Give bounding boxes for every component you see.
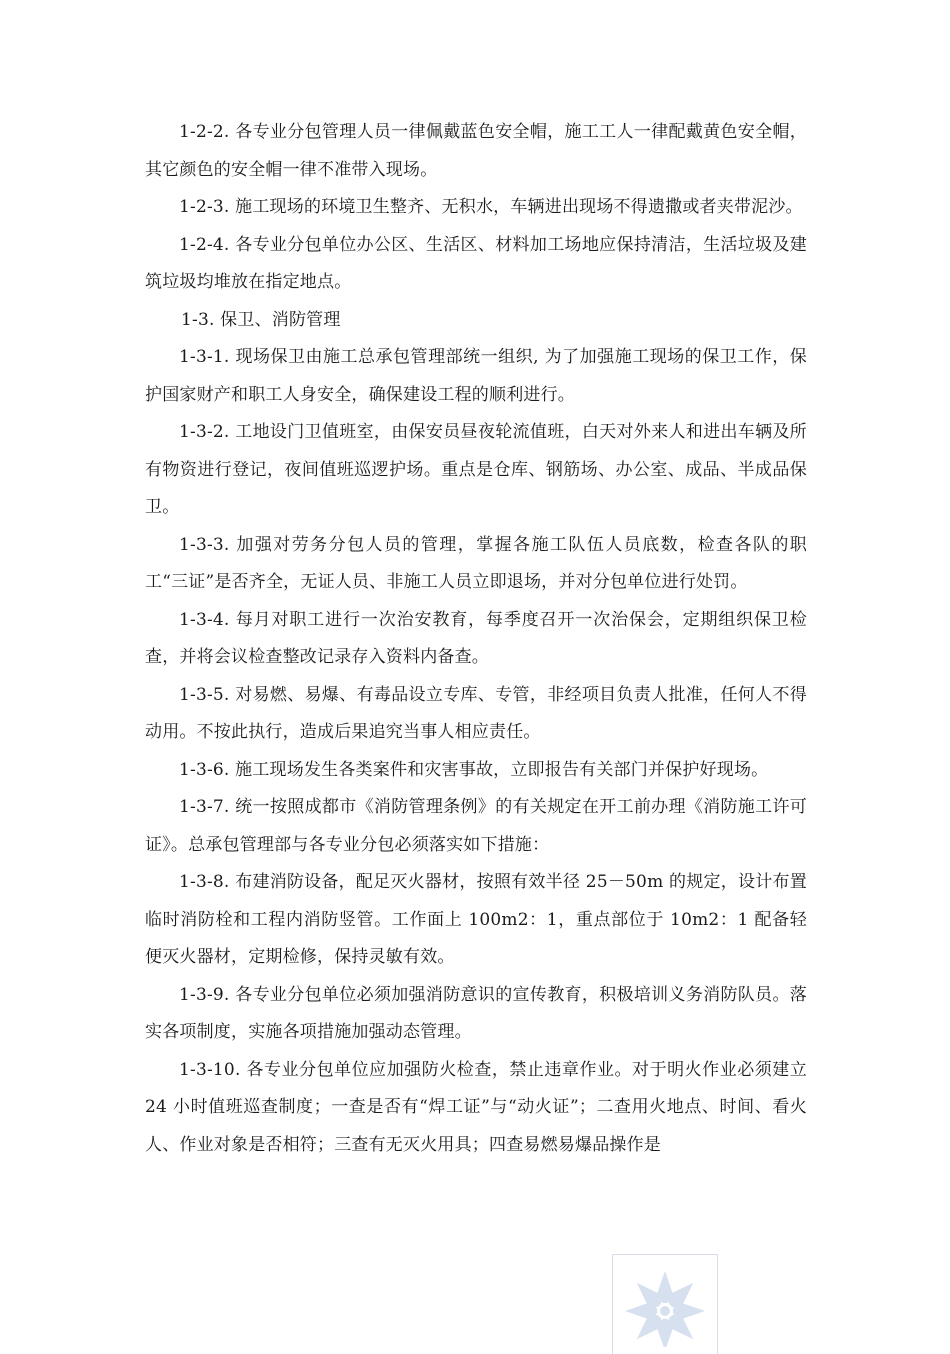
paragraph-1-3-7: 1-3-7. 统一按照成都市《消防管理条例》的有关规定在开工前办理《消防施工许可证》。总承包管理部与各专业分包必须落实如下措施： xyxy=(145,797,807,855)
paragraph-1-3-5: 1-3-5. 对易燃、易爆、有毒品设立专库、专管，非经项目负责人批准，任何人不得动用。不按此执行，造成后果追究当事人相应责任。 xyxy=(145,684,807,742)
paragraph-1-2-2: 1-2-2. 各专业分包管理人员一律佩戴蓝色安全帽，施工工人一律配戴黄色安全帽，其它颜色的安全帽一律不准带入现场。 xyxy=(145,122,807,180)
paragraph-1-3-6: 1-3-6. 施工现场发生各类案件和灾害事故，立即报告有关部门并保护好现场。 xyxy=(179,759,769,780)
paragraph-1-2-4: 1-2-4. 各专业分包单位办公区、生活区、材料加工场地应保持清洁，生活垃圾及建筑垃圾均堆放在指定地点。 xyxy=(145,234,807,292)
watermark-logo xyxy=(612,1254,718,1354)
paragraph-1-3-2: 1-3-2. 工地设门卫值班室，由保安员昼夜轮流值班，白天对外来人和进出车辆及所有物资进行登记，夜间值班巡逻护场。重点是仓库、钢筋场、办公室、成品、半成品保卫。 xyxy=(145,422,807,517)
paragraph-1-3-10: 1-3-10. 各专业分包单位应加强防火检查，禁止违章作业。对于明火作业必须建立 24 小时值班巡查制度；一查是否有“焊工证”与“动火证”；二查用火地点、时间、看火人、作业对象是否相符；三查有无灭火用具；四查易燃易爆品操作是 xyxy=(145,1059,807,1155)
paragraph-1-3-1: 1-3-1. 现场保卫由施工总承包管理部统一组织, 为了加强施工现场的保卫工作，保护国家财产和职工人身安全，确保建设工程的顺利进行。 xyxy=(145,347,807,405)
snowflake-logo-icon xyxy=(613,1255,717,1347)
paragraph-1-2-3: 1-2-3. 施工现场的环境卫生整齐、无积水，车辆进出现场不得遗撒或者夹带泥沙。 xyxy=(179,197,803,217)
section-heading-1-3: 1-3. 保卫、消防管理 xyxy=(181,309,341,330)
paragraph-1-3-9: 1-3-9. 各专业分包单位必须加强消防意识的宣传教育，积极培训义务消防队员。落实各项制度，实施各项措施加强动态管理。 xyxy=(145,984,807,1042)
paragraph-1-3-3: 1-3-3. 加强对劳务分包人员的管理，掌握各施工队伍人员底数，检查各队的职工“三证”是否齐全，无证人员、非施工人员立即退场，并对分包单位进行处罚。 xyxy=(145,534,807,592)
document-body xyxy=(145,114,807,1164)
paragraph-1-3-8: 1-3-8. 布建消防设备，配足灭火器材，按照有效半径 25－50m 的规定，设计布置临时消防栓和工程内消防竖管。工作面上 100m2：1，重点部位于 10m2：1 配备轻便灭火器材，定期检修，保持灵敏有效。 xyxy=(145,872,807,967)
paragraph-1-3-4: 1-3-4. 每月对职工进行一次治安教育，每季度召开一次治保会，定期组织保卫检查，并将会议检查整改记录存入资料内备查。 xyxy=(145,609,807,667)
